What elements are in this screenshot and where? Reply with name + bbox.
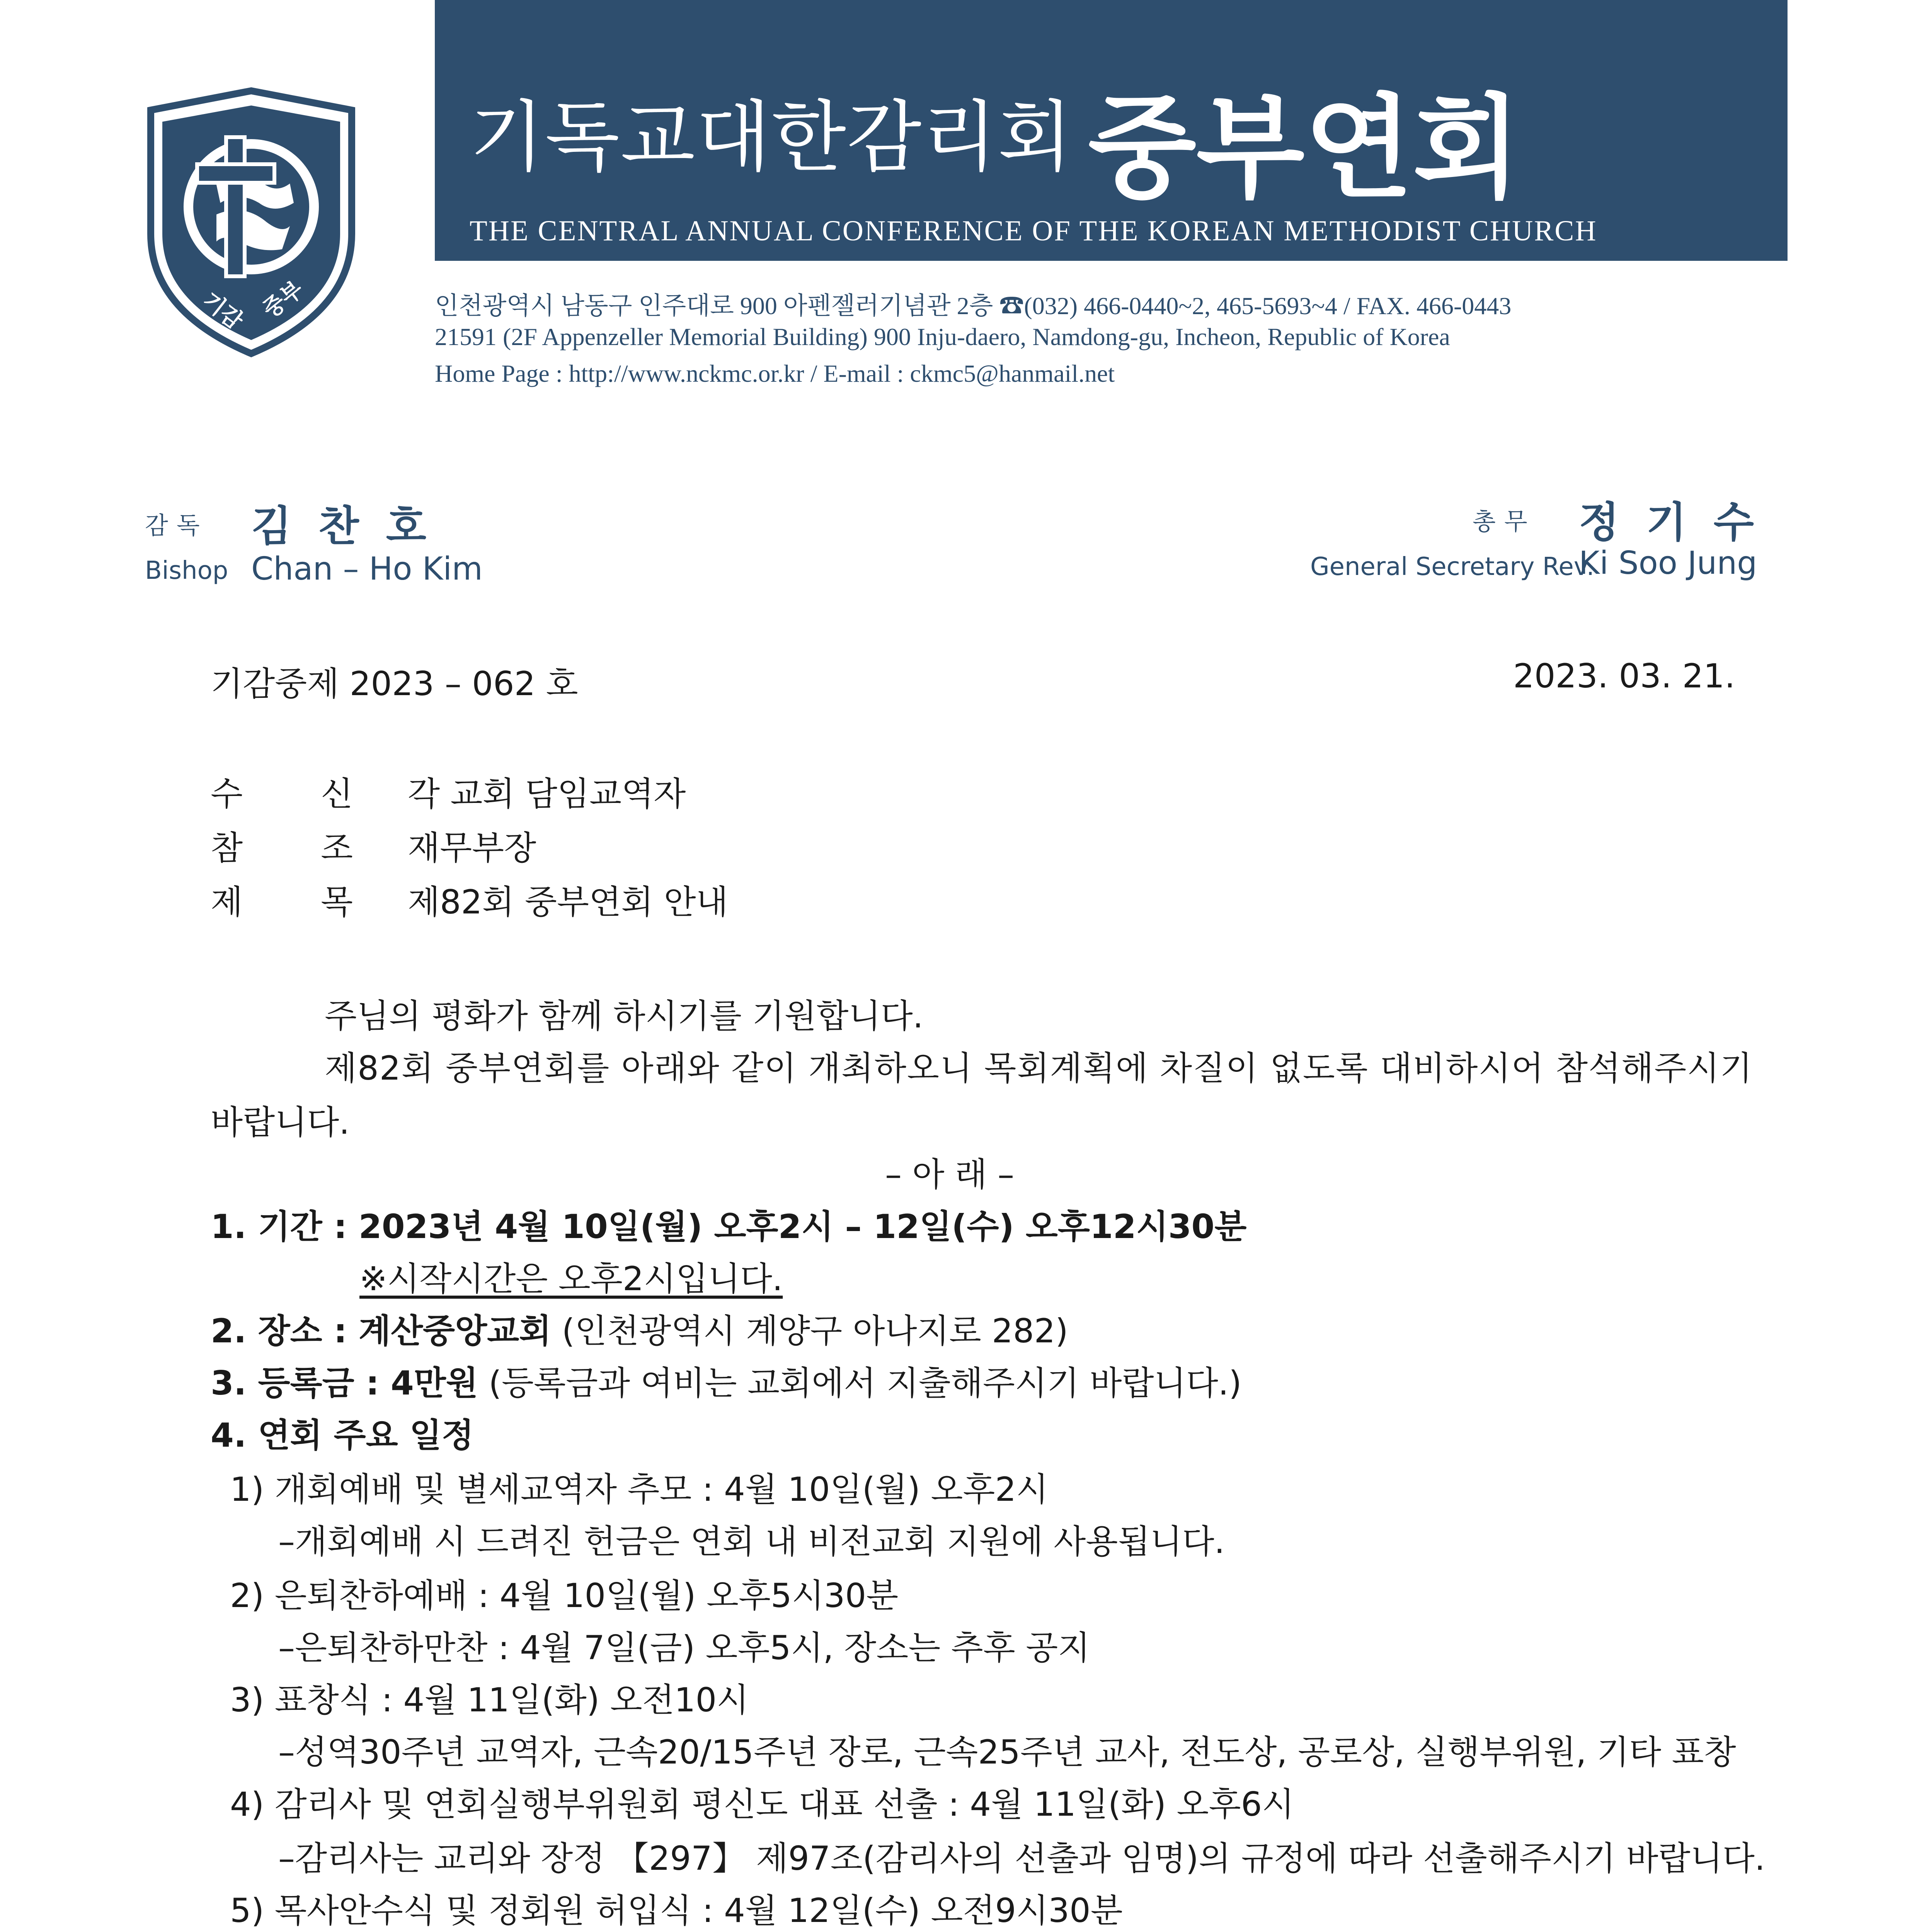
intro-line-1: 제82회 중부연회를 아래와 같이 개최하오니 목회계획에 차질이 없도록 대비하시어 참석해주시기 bbox=[325, 1049, 1753, 1088]
schedule-item-4-note: –감리사는 교리와 장정 【297】 제97조(감리사의 선출과 임명)의 규정에 따라 선출해주시기 바랍니다. bbox=[278, 1839, 1765, 1878]
greeting: 주님의 평화가 함께 하시기를 기원합니다. bbox=[325, 997, 923, 1036]
intro-line-2: 바랍니다. bbox=[211, 1103, 350, 1142]
conference-logo bbox=[143, 87, 359, 357]
venue-address: (인천광역시 계양구 아나지로 282) bbox=[551, 1312, 1068, 1350]
conference-prefix: 기독교대한감리회 bbox=[470, 92, 1073, 182]
period-note: ※시작시간은 오후2시입니다. bbox=[359, 1260, 783, 1298]
document-date: 2023. 03. 21. bbox=[1513, 657, 1735, 696]
reference-label-1: 참 bbox=[211, 829, 243, 867]
conference-name: 중부연회 bbox=[1088, 83, 1521, 214]
bishop-role-ko: 감독 bbox=[145, 511, 208, 539]
section-schedule: 4. 연회 주요 일정 bbox=[211, 1416, 474, 1455]
reference-value: 재무부장 bbox=[408, 829, 536, 867]
venue-label: 2. 장소 : 계산중앙교회 bbox=[211, 1312, 552, 1350]
secretary-role-ko: 총무 bbox=[1473, 507, 1536, 536]
reference-label-2: 조 bbox=[321, 829, 353, 867]
address-english: 21591 (2F Appenzeller Memorial Building) 900 Inju-daero, Namdong-gu, Incheon, Republic of Korea bbox=[435, 323, 1450, 350]
bishop-name-en: Chan – Ho Kim bbox=[251, 551, 483, 587]
bishop-name-ko: 김찬호 bbox=[251, 502, 453, 551]
document-number: 기감중제 2023 – 062 호 bbox=[211, 665, 578, 703]
subject-label-2: 목 bbox=[321, 883, 353, 922]
section-fee bbox=[211, 1356, 1242, 1404]
schedule-item-3: 3) 표창식 : 4월 11일(화) 오전10시 bbox=[230, 1681, 749, 1719]
section-period: 1. 기간 : 2023년 4월 10일(월) 오후2시 – 12일(수) 오후12시30분 bbox=[211, 1208, 1247, 1246]
address-korean: 인천광역시 남동구 인주대로 900 아펜젤러기념관 2층 ☎(032) 466-0440~2, 465-5693~4 / FAX. 466-0443 bbox=[435, 292, 1512, 320]
section-venue bbox=[211, 1304, 1068, 1352]
schedule-item-3-note: –성역30주년 교역자, 근속20/15주년 장로, 근속25주년 교사, 전도상, 공로상, 실행부위원, 기타 표창 bbox=[278, 1733, 1736, 1772]
subject-value: 제82회 중부연회 안내 bbox=[408, 883, 728, 922]
fee-note: (등록금과 여비는 교회에서 지출해주시기 바랍니다.) bbox=[478, 1364, 1242, 1403]
recipient-label-1: 수 bbox=[211, 775, 243, 813]
conference-english-name: THE CENTRAL ANNUAL CONFERENCE OF THE KOREAN METHODIST CHURCH bbox=[470, 215, 1597, 247]
below-heading: – 아 래 – bbox=[885, 1155, 1015, 1194]
schedule-item-2: 2) 은퇴찬하예배 : 4월 10일(월) 오후5시30분 bbox=[230, 1577, 899, 1615]
secretary-role-en: General Secretary Rev. bbox=[1310, 553, 1595, 581]
schedule-item-1-note: –개회예배 시 드려진 헌금은 연회 내 비전교회 지원에 사용됩니다. bbox=[278, 1522, 1225, 1561]
recipient-value: 각 교회 담임교역자 bbox=[408, 775, 686, 813]
schedule-item-1: 1) 개회예배 및 별세교역자 추모 : 4월 10일(월) 오후2시 bbox=[230, 1470, 1049, 1509]
bishop-role-en: Bishop bbox=[145, 556, 228, 585]
logo-text-left: 기감 bbox=[197, 287, 248, 335]
schedule-item-2-note: –은퇴찬하만찬 : 4월 7일(금) 오후5시, 장소는 추후 공지 bbox=[278, 1629, 1090, 1667]
web-contact: Home Page : http://www.nckmc.or.kr / E-mail : ckmc5@hanmail.net bbox=[435, 360, 1115, 387]
recipient-label-2: 신 bbox=[321, 775, 353, 813]
subject-label-1: 제 bbox=[211, 883, 243, 922]
schedule-item-4: 4) 감리사 및 연회실행부위원회 평신도 대표 선출 : 4월 11일(화) 오후6시 bbox=[230, 1785, 1294, 1824]
fee-label: 3. 등록금 : 4만원 bbox=[211, 1364, 478, 1403]
logo-text-right: 중부 bbox=[257, 276, 308, 323]
schedule-item-5: 5) 목사안수식 및 정회원 허입식 : 4월 12일(수) 오전9시30분 bbox=[230, 1891, 1123, 1930]
secretary-name-ko: 정기수 bbox=[1579, 498, 1781, 547]
secretary-name-en: Ki Soo Jung bbox=[1579, 545, 1757, 582]
